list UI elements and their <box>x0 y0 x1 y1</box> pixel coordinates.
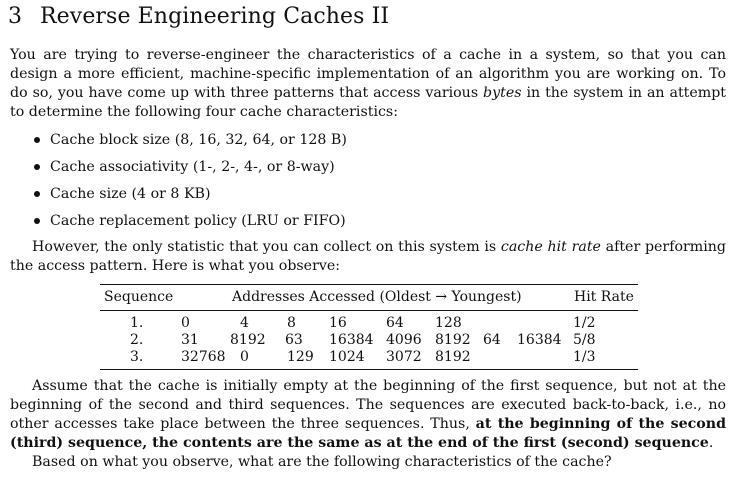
row-2-address: 31 <box>181 332 199 348</box>
row-2-address: 8192 <box>435 332 471 348</box>
row-3-address: 1024 <box>329 349 365 365</box>
list-item-text: Cache block size (8, 16, 32, 64, or 128 B) <box>50 132 347 148</box>
intro-text-start: You are trying to reverse-engineer the characteristics of a cache in a system, so that you can design a more efficient, machine-specific implementation of an algorithm you are working on. To do so, you have come up with three patterns that access various <box>10 47 726 101</box>
assumption-text-end: . <box>708 435 714 451</box>
row-1-address: 64 <box>386 315 404 331</box>
row-2-address: 8192 <box>230 332 266 348</box>
observation-text-end: after performing the access pattern. Here is what you observe: <box>10 239 726 274</box>
table-header-rule <box>100 310 638 311</box>
header-hit-rate: Hit Rate <box>574 289 634 305</box>
row-2-address: 16384 <box>517 332 562 348</box>
characteristics-list <box>34 131 347 239</box>
intro-emphasis: bytes <box>483 85 522 101</box>
row-1-address: 8 <box>287 315 296 331</box>
bullet-icon <box>34 137 40 143</box>
list-item <box>34 131 347 150</box>
row-2-address: 63 <box>285 332 303 348</box>
row-1-address: 16 <box>329 315 347 331</box>
section-number: 3 <box>8 4 23 29</box>
row-2-address: 4096 <box>386 332 422 348</box>
list-item-text: Cache replacement policy (LRU or FIFO) <box>50 213 346 229</box>
table-bottom-rule <box>100 369 638 370</box>
row-3-address: 3072 <box>386 349 422 365</box>
header-addresses: Addresses Accessed (Oldest → Youngest) <box>232 289 522 305</box>
access-pattern-table <box>100 284 638 370</box>
bullet-icon <box>34 218 40 224</box>
assumption-paragraph <box>10 377 726 453</box>
intro-text-end: in the system in an attempt to determine the following four cache characteristics: <box>10 85 726 120</box>
section-title: Reverse Engineering Caches II <box>40 4 390 29</box>
row-3-address: 0 <box>240 349 249 365</box>
table-top-rule <box>100 284 638 285</box>
row-1-hit-rate: 1/2 <box>573 315 596 331</box>
observation-paragraph <box>10 238 726 276</box>
row-1-sequence: 1. <box>130 315 144 331</box>
observation-emphasis: cache hit rate <box>500 239 601 255</box>
row-3-sequence: 3. <box>130 349 144 365</box>
row-2-address: 16384 <box>329 332 374 348</box>
intro-paragraph <box>10 46 726 122</box>
list-item <box>34 212 347 231</box>
bullet-icon <box>34 191 40 197</box>
row-1-address: 0 <box>181 315 190 331</box>
section-heading <box>8 4 389 29</box>
observation-text-start: However, the only statistic that you can collect on this system is <box>32 239 501 255</box>
assumption-text: Assume that the cache is initially empty at the beginning of the first sequence, but not at the beginning of the second and third sequences. The sequences are executed back-to-back, i.e., no other accesses take place between the three sequences. Thus, <box>10 378 726 432</box>
assumption-emphasis: at the beginning of the second (third) sequence, the contents are the same as at the end of the first (second) sequence <box>10 416 726 451</box>
row-3-address: 129 <box>287 349 314 365</box>
row-1-address: 128 <box>435 315 462 331</box>
row-3-address: 32768 <box>181 349 226 365</box>
row-1-address: 4 <box>240 315 249 331</box>
row-3-hit-rate: 1/3 <box>573 349 596 365</box>
row-2-address: 64 <box>483 332 501 348</box>
row-2-hit-rate: 5/8 <box>573 332 596 348</box>
list-item <box>34 185 347 204</box>
bullet-icon <box>34 164 40 170</box>
question-paragraph: Based on what you observe, what are the following characteristics of the cache? <box>32 454 612 470</box>
list-item-text: Cache associativity (1-, 2-, 4-, or 8-way) <box>50 159 335 175</box>
row-3-address: 8192 <box>435 349 471 365</box>
list-item <box>34 158 347 177</box>
header-sequence: Sequence <box>104 289 174 305</box>
list-item-text: Cache size (4 or 8 KB) <box>50 186 211 202</box>
row-2-sequence: 2. <box>130 332 144 348</box>
